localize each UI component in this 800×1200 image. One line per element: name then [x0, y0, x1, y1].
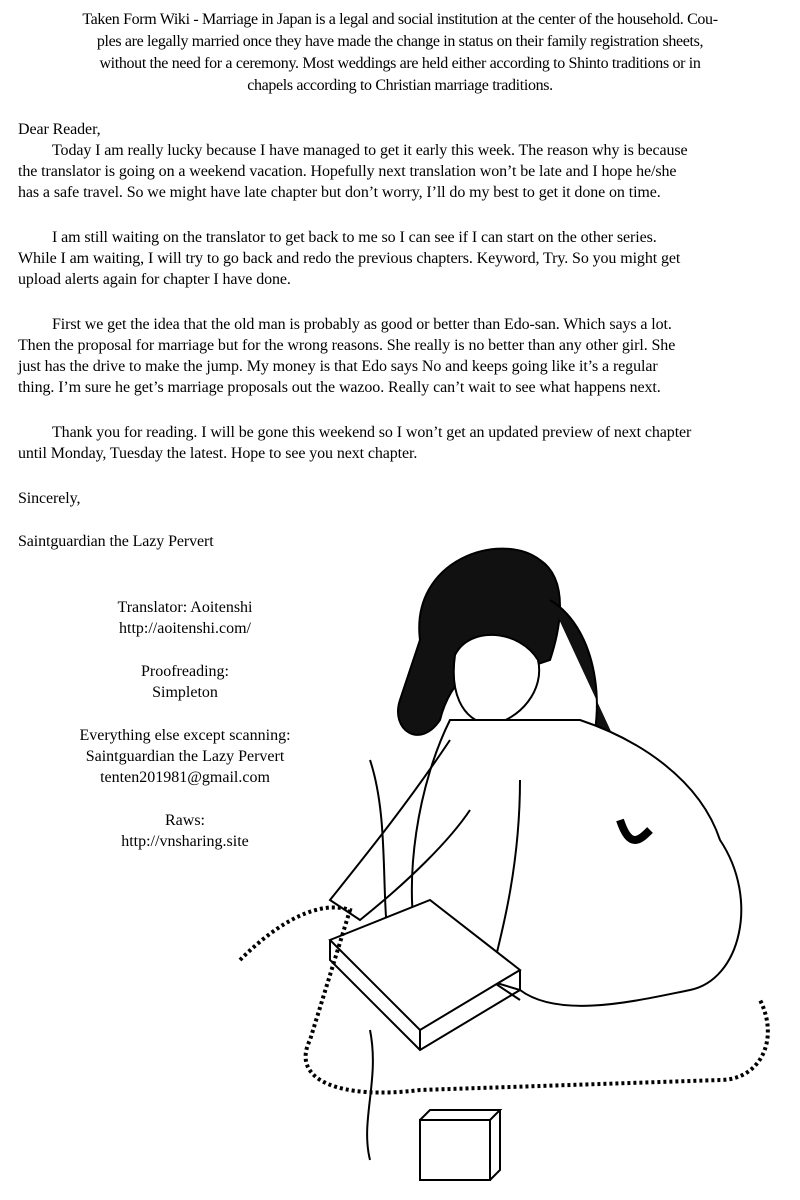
closing: Sincerely,: [18, 490, 81, 507]
credit-line: Simpleton: [152, 684, 218, 701]
letter-paragraph: [18, 314, 798, 398]
header-line: ples are legally married once they have made the change in status on their family registration sheets,: [96, 33, 704, 50]
header-line: without the need for a ceremony. Most weddings are held either according to Shinto traditions or in: [99, 55, 701, 72]
paragraph-line: First we get the idea that the old man is probably as good or better than Edo-san. Which says a lot.: [52, 316, 672, 333]
letter: [18, 119, 798, 552]
letter-paragraph: [18, 227, 798, 290]
manga-illustration: [220, 520, 800, 1200]
credit-line: Saintguardian the Lazy Pervert: [85, 748, 285, 765]
paragraph-line: thing. I’m sure he get’s marriage proposals out the wazoo. Really can’t wait to see what happens next.: [18, 379, 661, 396]
paragraph-line: until Monday, Tuesday the latest. Hope to see you next chapter.: [18, 445, 418, 462]
credit-line: http://aoitenshi.com/: [119, 620, 251, 637]
credit-line: Raws:: [165, 812, 205, 829]
credit-line: Proofreading:: [141, 663, 229, 680]
paragraph-line: I am still waiting on the translator to get back to me so I can see if I can start on the other series.: [52, 229, 657, 246]
salutation: Dear Reader,: [18, 121, 101, 138]
paragraph-line: the translator is going on a weekend vacation. Hopefully next translation won’t be late and I hope he/she: [18, 163, 677, 180]
letter-paragraph: [18, 422, 798, 464]
small-box: [420, 1120, 490, 1180]
header-line: chapels according to Christian marriage traditions.: [247, 77, 553, 94]
paragraph-line: has a safe travel. So we might have late chapter but don’t worry, I’ll do my best to get it done on time.: [18, 184, 661, 201]
paragraph-line: Then the proposal for marriage but for the wrong reasons. She really is no better than any other girl. She: [18, 337, 676, 354]
signature: Saintguardian the Lazy Pervert: [18, 533, 214, 550]
face: [454, 635, 539, 725]
credit-line: http://vnsharing.site: [121, 833, 249, 850]
paragraph-line: upload alerts again for chapter I have done.: [18, 271, 291, 288]
paragraph-line: While I am waiting, I will try to go back and redo the previous chapters. Keyword, Try. So you might get: [18, 250, 681, 267]
letter-paragraph: [18, 140, 798, 203]
credit-line: tenten201981@gmail.com: [100, 769, 270, 786]
header-line: Taken Form Wiki - Marriage in Japan is a legal and social institution at the center of the household. Cou-: [82, 11, 718, 28]
credit-line: Everything else except scanning:: [79, 727, 291, 744]
paragraph-line: Today I am really lucky because I have managed to get it early this week. The reason why is because: [52, 142, 688, 159]
paragraph-line: just has the drive to make the jump. My money is that Edo says No and keeps going like it’s a regular: [18, 358, 658, 375]
paragraph-line: Thank you for reading. I will be gone this weekend so I won’t get an updated preview of next chapter: [52, 424, 692, 441]
credit-line: Translator: Aoitenshi: [117, 599, 253, 616]
wiki-note-header: [0, 9, 800, 97]
